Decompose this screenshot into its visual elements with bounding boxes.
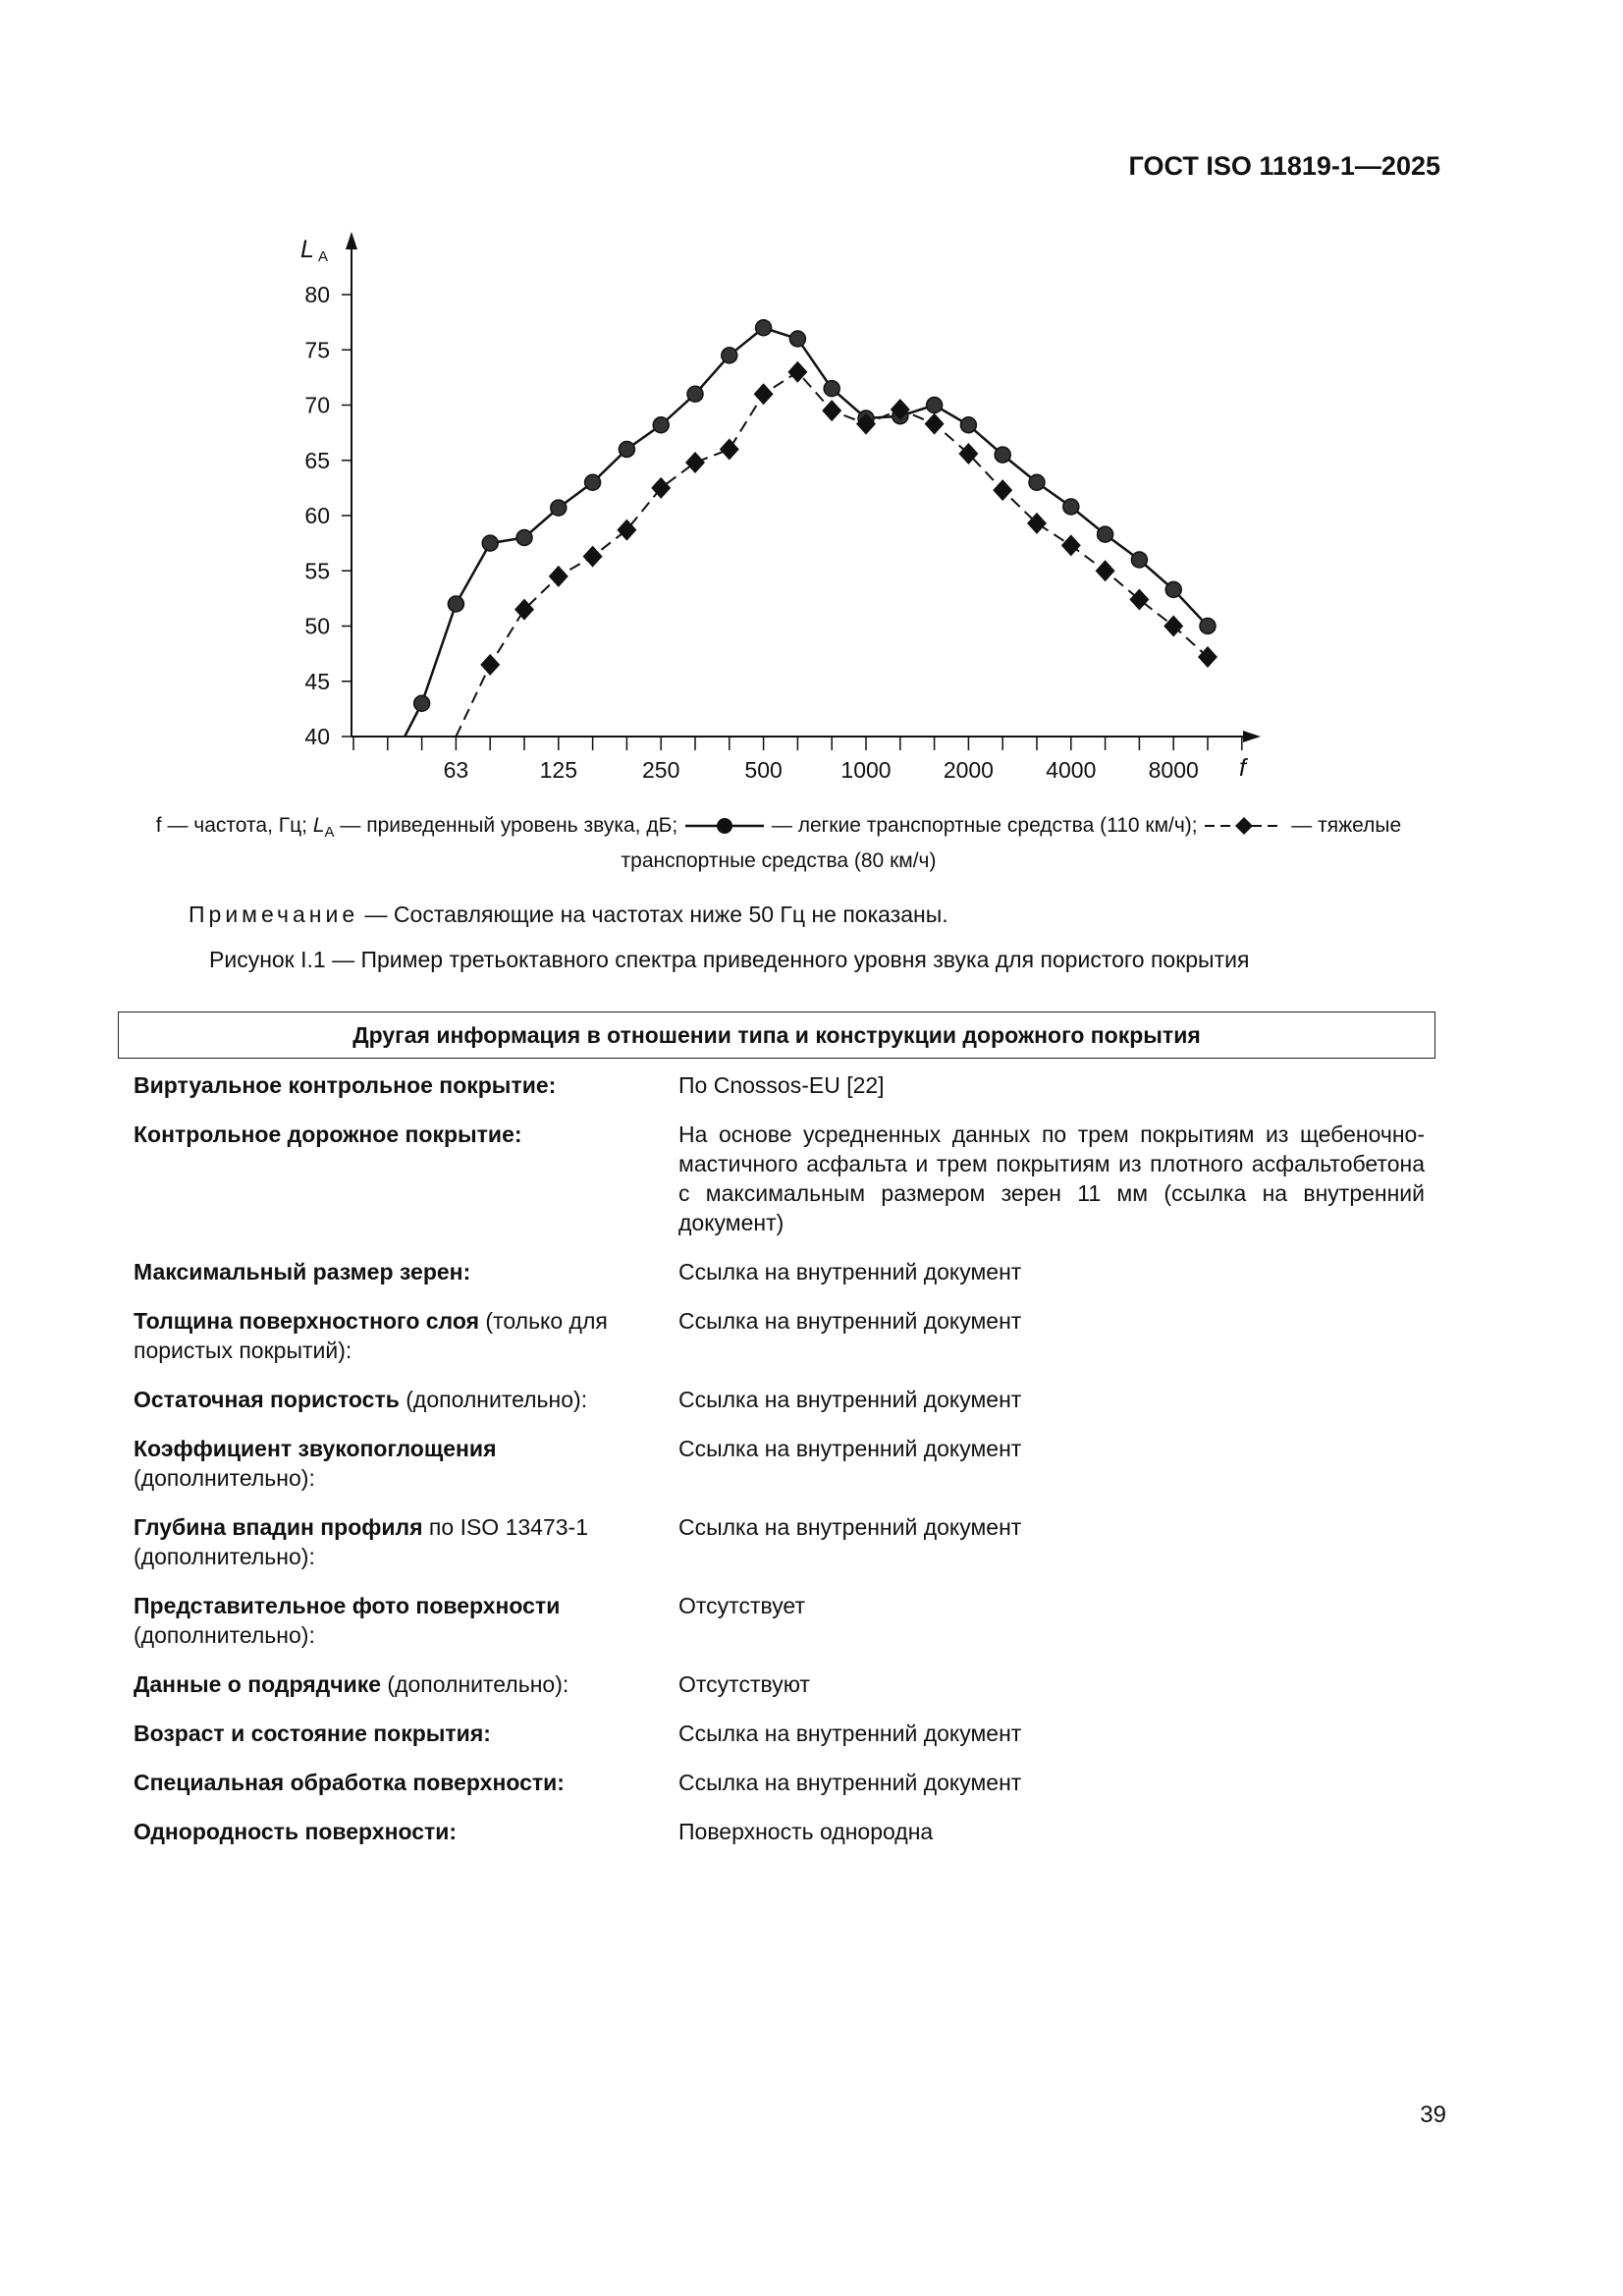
info-table xyxy=(134,1070,1430,1866)
figure-legend xyxy=(116,811,1441,875)
data-point-circle xyxy=(722,348,737,363)
legend-series2: — тяжелые xyxy=(1285,814,1402,837)
data-point-circle xyxy=(551,500,567,516)
table-row xyxy=(134,1434,1430,1493)
circle-marker-icon xyxy=(683,816,766,836)
row-value: На основе усредненных данных по трем покрытиям из щебеночно-мастичного асфальта и трем покрытиям из плотного асфальтобетона с максимальным размером зерен 11 мм (ссылка на внутренний документ) xyxy=(678,1121,1425,1235)
row-value: Ссылка на внутренний документ xyxy=(678,1387,1022,1412)
data-point-circle xyxy=(995,447,1010,463)
figure-caption: Рисунок I.1 — Пример третьоктавного спектра приведенного уровня звука для пористого покрытия xyxy=(209,947,1250,972)
row-value: Ссылка на внутренний документ xyxy=(678,1259,1022,1285)
data-point-circle xyxy=(448,596,463,612)
legend-part3: транспортные средства (80 км/ч) xyxy=(621,849,937,873)
data-point-diamond xyxy=(754,383,774,405)
data-point-diamond xyxy=(1096,560,1115,581)
data-point-circle xyxy=(1029,474,1045,490)
data-point-diamond xyxy=(685,452,705,473)
x-tick-label: 125 xyxy=(539,757,577,783)
row-value: Ссылка на внутренний документ xyxy=(678,1770,1022,1795)
table-row xyxy=(134,1512,1430,1571)
note-text: — Составляющие на частотах ниже 50 Гц не показаны. xyxy=(358,902,948,927)
row-label: Контрольное дорожное покрытие: xyxy=(134,1121,522,1147)
data-point-circle xyxy=(516,530,532,546)
table-title: Другая информация в отношении типа и конструкции дорожного покрытия xyxy=(118,1011,1435,1059)
data-point-circle xyxy=(414,695,430,711)
row-label: Остаточная пористость (дополнительно): xyxy=(134,1387,588,1412)
x-tick-label: 63 xyxy=(443,757,469,783)
table-row xyxy=(134,1719,1430,1748)
page-number: 39 xyxy=(1420,2102,1446,2128)
x-axis-arrow xyxy=(1243,731,1261,742)
legend-series1: — легкие транспортные средства (110 км/ч); xyxy=(766,814,1204,837)
row-label: Максимальный размер зерен: xyxy=(134,1259,471,1285)
y-tick-label: 65 xyxy=(304,447,330,473)
x-tick-label: 500 xyxy=(744,757,783,783)
data-point-diamond xyxy=(583,546,603,568)
data-point-circle xyxy=(824,381,839,397)
y-tick-label: 55 xyxy=(304,558,330,584)
data-point-diamond xyxy=(993,479,1012,501)
diamond-marker-icon xyxy=(1203,815,1285,837)
y-tick-label: 60 xyxy=(304,503,330,528)
note-label: Примечание xyxy=(189,902,359,927)
data-point-circle xyxy=(789,331,805,347)
data-point-circle xyxy=(1165,581,1181,597)
data-point-circle xyxy=(687,386,703,402)
row-value: Ссылка на внутренний документ xyxy=(678,1436,1022,1461)
legend-la-sub: A xyxy=(324,824,335,842)
data-point-circle xyxy=(1200,619,1216,634)
table-row xyxy=(134,1669,1430,1699)
data-point-diamond xyxy=(1198,646,1217,668)
data-point-diamond xyxy=(1129,589,1149,611)
row-label: Возраст и состояние покрытия: xyxy=(134,1721,491,1746)
data-point-circle xyxy=(585,474,601,490)
row-value: Ссылка на внутренний документ xyxy=(678,1721,1022,1746)
row-value: Поверхность однородна xyxy=(678,1819,934,1844)
data-point-diamond xyxy=(1163,616,1183,637)
legend-part1: f — частота, Гц; xyxy=(155,814,313,837)
x-tick-label: 1000 xyxy=(840,757,892,783)
x-tick-label: 8000 xyxy=(1148,757,1199,783)
legend-part2: — приведенный уровень звука, дБ; xyxy=(334,814,684,837)
y-axis-arrow xyxy=(346,232,357,249)
data-point-circle xyxy=(482,535,498,551)
row-value: По Cnossos-EU [22] xyxy=(678,1072,885,1098)
document-id: ГОСТ ISO 11819-1—2025 xyxy=(1128,151,1440,181)
data-point-diamond xyxy=(822,400,841,421)
x-axis-label: f xyxy=(1239,754,1246,782)
row-label: Данные о подрядчике (дополнительно): xyxy=(134,1671,569,1697)
table-row xyxy=(134,1306,1430,1365)
data-point-diamond xyxy=(925,413,945,435)
row-label: Однородность поверхности: xyxy=(134,1819,458,1844)
figure-note xyxy=(189,902,948,928)
sound-spectrum-chart xyxy=(0,0,1623,786)
row-value: Ссылка на внутренний документ xyxy=(678,1514,1022,1540)
table-row xyxy=(134,1120,1430,1237)
y-axis-label: L xyxy=(300,236,314,263)
data-point-circle xyxy=(619,442,634,458)
table-row xyxy=(134,1817,1430,1846)
series-line-2 xyxy=(456,372,1208,737)
table-row xyxy=(134,1591,1430,1650)
x-tick-label: 2000 xyxy=(943,757,994,783)
data-point-circle xyxy=(653,417,669,433)
row-label: Глубина впадин профиля по ISO 13473-1 (дополнительно): xyxy=(134,1514,588,1569)
x-tick-label: 4000 xyxy=(1046,757,1097,783)
y-tick-label: 75 xyxy=(304,337,330,363)
data-point-diamond xyxy=(480,654,500,676)
data-point-circle xyxy=(1063,499,1079,515)
row-label: Коэффициент звукопоглощения (дополнительно): xyxy=(134,1436,497,1491)
x-tick-label: 250 xyxy=(642,757,680,783)
y-tick-label: 45 xyxy=(304,668,330,694)
row-value: Отсутствует xyxy=(678,1593,805,1618)
data-point-diamond xyxy=(549,566,568,587)
row-value: Ссылка на внутренний документ xyxy=(678,1308,1022,1334)
row-label: Специальная обработка поверхности: xyxy=(134,1770,565,1795)
y-tick-label: 70 xyxy=(304,392,330,418)
y-tick-label: 50 xyxy=(304,613,330,639)
data-point-circle xyxy=(756,320,772,336)
data-point-circle xyxy=(1131,552,1147,568)
data-point-circle xyxy=(960,417,976,433)
legend-la-symbol: L xyxy=(312,814,325,837)
y-tick-label: 40 xyxy=(304,724,330,749)
y-axis-label-sub: A xyxy=(318,248,329,265)
table-row xyxy=(134,1257,1430,1286)
row-label: Толщина поверхностного слоя (только для пористых покрытий): xyxy=(134,1308,608,1363)
row-value: Отсутствуют xyxy=(678,1671,810,1697)
row-label: Представительное фото поверхности (дополнительно): xyxy=(134,1593,561,1648)
data-point-diamond xyxy=(1061,534,1081,556)
table-row xyxy=(134,1070,1430,1100)
row-label: Виртуальное контрольное покрытие: xyxy=(134,1072,557,1098)
table-row xyxy=(134,1768,1430,1797)
data-point-diamond xyxy=(720,439,739,461)
y-tick-label: 80 xyxy=(304,282,330,307)
data-point-circle xyxy=(1098,526,1113,542)
table-row xyxy=(134,1385,1430,1414)
data-point-circle xyxy=(927,398,943,413)
